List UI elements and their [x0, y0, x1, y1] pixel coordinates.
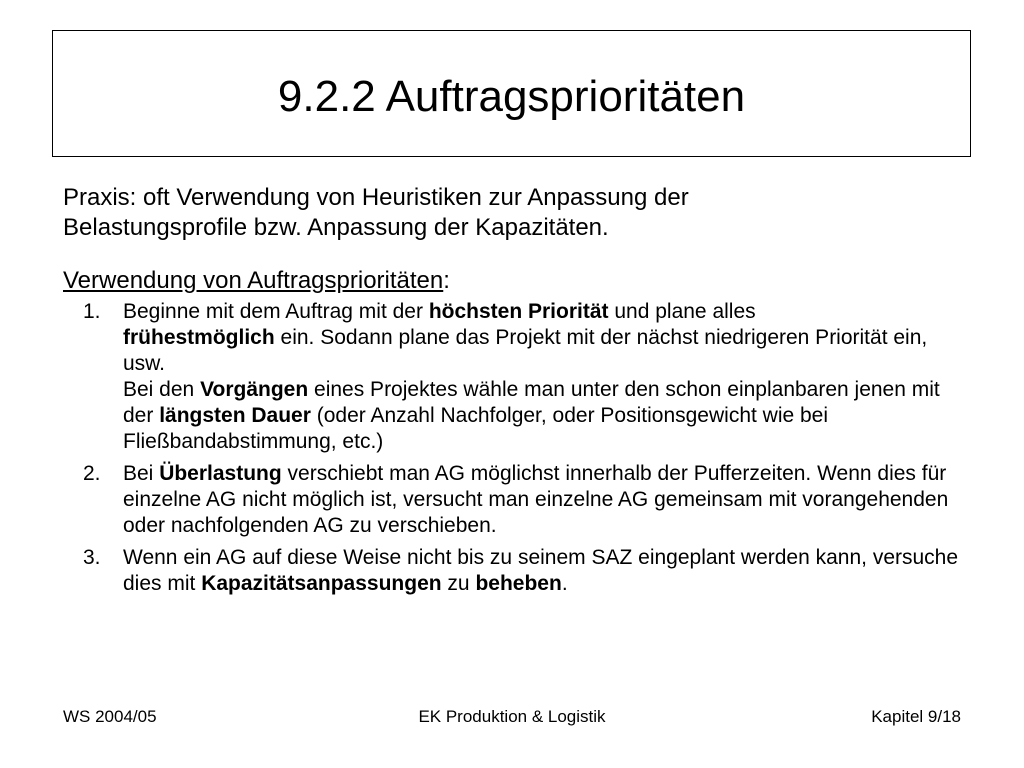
bold-text: höchsten Priorität: [428, 300, 609, 323]
intro-line-2: Belastungsprofile bzw. Anpassung der Kapazitäten.: [63, 214, 609, 241]
title-box: [52, 30, 971, 157]
intro-line-1: Praxis: oft Verwendung von Heuristiken zur Anpassung der: [63, 184, 689, 211]
text-run: Bei: [123, 462, 160, 485]
subheading-text: Verwendung von Auftragsprioritäten: [63, 267, 444, 294]
footer-course: EK Produktion & Logistik: [418, 707, 606, 726]
text-run: Wenn ein AG auf diese Weise nicht bis zu seinem SAZ eingeplant werden kann, versuche dies mit: [123, 546, 959, 595]
footer-chapter: Kapitel 9/18: [871, 707, 961, 726]
list-item-paragraph: [123, 461, 968, 539]
text-run: zu: [441, 572, 476, 595]
slide-title: 9.2.2 Auftragsprioritäten: [277, 71, 746, 121]
text-run: und plane alles: [608, 300, 756, 323]
footer-semester: WS 2004/05: [63, 707, 157, 726]
text-run: eines Projektes wähle man unter den schon einplanbaren jenen mit der: [123, 378, 940, 427]
bold-text: Kapazitätsanpassungen: [201, 572, 442, 595]
text-run: .: [561, 572, 568, 595]
list-item-paragraph: [123, 299, 968, 377]
list-item: [63, 461, 968, 539]
text-run: verschiebt man AG möglichst innerhalb der Pufferzeiten. Wenn dies für einzelne AG nicht möglich ist, versucht man einzelne AG gemeinsam mit vorangehenden oder nachfolgenden AG zu verschieben.: [123, 462, 949, 537]
bold-text: frühestmöglich: [123, 326, 275, 349]
subheading: [63, 266, 968, 296]
text-run: Bei den: [123, 378, 201, 401]
subheading-colon: :: [443, 267, 450, 294]
text-run: ein. Sodann plane das Projekt mit der nächst niedrigeren Priorität ein, usw.: [123, 326, 928, 375]
text-run: (oder Anzahl Nachfolger, oder Positionsgewicht wie bei Fließbandabstimmung, etc.): [123, 404, 829, 453]
list-item-paragraph: [123, 377, 968, 455]
list-item-number: 2.: [83, 462, 101, 485]
list-item: [63, 545, 968, 597]
bold-text: Überlastung: [159, 462, 282, 485]
priority-steps-list: [63, 299, 968, 597]
bold-text: Vorgängen: [200, 378, 309, 401]
list-item-number: 1.: [83, 300, 101, 323]
intro-paragraph: [63, 183, 968, 243]
text-run: Beginne mit dem Auftrag mit der: [123, 300, 429, 323]
list-item-number: 3.: [83, 546, 101, 569]
bold-text: beheben: [475, 572, 562, 595]
bold-text: längsten Dauer: [159, 404, 311, 427]
slide-content: [63, 183, 968, 603]
list-item-paragraph: [123, 545, 968, 597]
list-item: [63, 299, 968, 455]
